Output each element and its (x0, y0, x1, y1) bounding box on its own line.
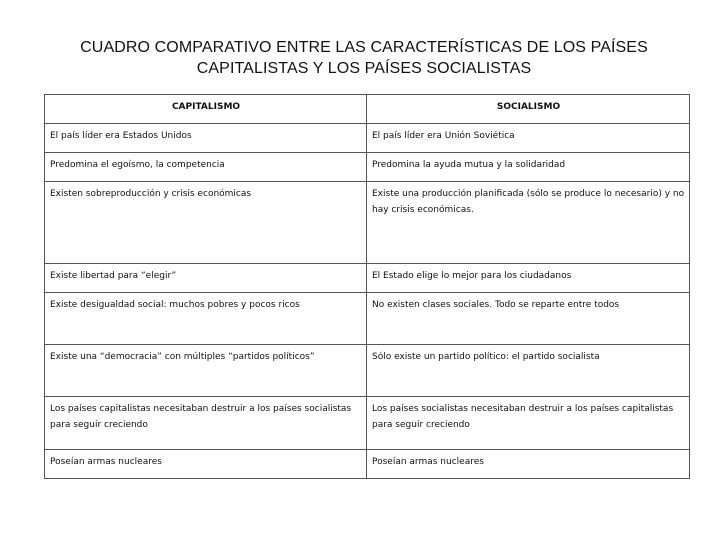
page-title (0, 37, 728, 79)
cell-socialismo: Sólo existe un partido político: el partido socialista (367, 345, 690, 397)
table-row (45, 182, 690, 264)
table-row (45, 153, 690, 182)
cell-socialismo: Existe una producción planificada (sólo se produce lo necesario) y no hay crisis económicas. (367, 182, 690, 264)
table-row (45, 124, 690, 153)
cell-capitalismo: Predomina el egoísmo, la competencia (45, 153, 367, 182)
table-row (45, 264, 690, 293)
cell-capitalismo: Existe una “democracia” con múltiples “partidos políticos” (45, 345, 367, 397)
table-row (45, 397, 690, 450)
cell-capitalismo: El país líder era Estados Unidos (45, 124, 367, 153)
table-row (45, 293, 690, 345)
cell-socialismo: Poseían armas nucleares (367, 450, 690, 479)
title-line-2: CAPITALISTAS Y LOS PAÍSES SOCIALISTAS (196, 60, 532, 77)
table-header-row (45, 95, 690, 124)
cell-capitalismo: Poseían armas nucleares (45, 450, 367, 479)
comparison-table (44, 94, 690, 479)
table-row (45, 345, 690, 397)
cell-capitalismo: Existen sobreproducción y crisis económicas (45, 182, 367, 264)
cell-socialismo: El país líder era Unión Soviética (367, 124, 690, 153)
cell-socialismo: No existen clases sociales. Todo se reparte entre todos (367, 293, 690, 345)
cell-socialismo: Predomina la ayuda mutua y la solidaridad (367, 153, 690, 182)
cell-capitalismo: Existe libertad para “elegir” (45, 264, 367, 293)
header-capitalismo: CAPITALISMO (45, 95, 367, 124)
cell-socialismo: Los países socialistas necesitaban destruir a los países capitalistas para seguir creciendo (367, 397, 690, 450)
header-socialismo: SOCIALISMO (367, 95, 690, 124)
cell-socialismo: El Estado elige lo mejor para los ciudadanos (367, 264, 690, 293)
cell-capitalismo: Los países capitalistas necesitaban destruir a los países socialistas para seguir creciendo (45, 397, 367, 450)
cell-capitalismo: Existe desigualdad social: muchos pobres y pocos ricos (45, 293, 367, 345)
title-line-1: CUADRO COMPARATIVO ENTRE LAS CARACTERÍSTICAS DE LOS PAÍSES (80, 39, 648, 56)
table-row (45, 450, 690, 479)
